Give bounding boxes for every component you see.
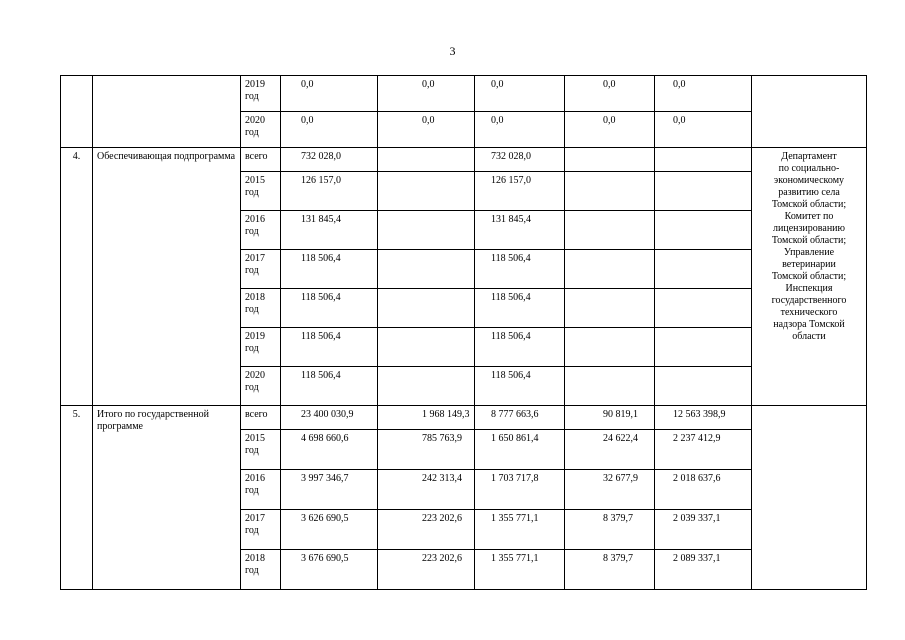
amount-cell (378, 172, 475, 211)
amount-cell: 23 400 030,9 (281, 406, 378, 430)
amount-cell (565, 289, 655, 328)
amount-cell: 0,0 (475, 76, 565, 112)
amount-cell (655, 289, 752, 328)
amount-cell: 118 506,4 (281, 328, 378, 367)
year-cell: 2018 год (241, 289, 281, 328)
executor-line: Комитет по (784, 211, 834, 222)
amount-cell: 126 157,0 (475, 172, 565, 211)
section-name: Обеспечивающая подпрограмма (93, 148, 241, 406)
amount-cell (378, 211, 475, 250)
amount-cell: 3 997 346,7 (281, 470, 378, 510)
amount-cell: 12 563 398,9 (655, 406, 752, 430)
executor-line: лицензированию (773, 223, 845, 234)
index-cell (61, 76, 93, 148)
executor-cell (752, 76, 867, 148)
executor-line: развитию села (778, 187, 840, 198)
amount-cell: 1 703 717,8 (475, 470, 565, 510)
executor-line: надзора Томской (773, 319, 845, 330)
year-cell: всего (241, 148, 281, 172)
amount-cell (655, 250, 752, 289)
amount-cell: 0,0 (281, 76, 378, 112)
amount-cell: 242 313,4 (378, 470, 475, 510)
amount-cell: 0,0 (565, 76, 655, 112)
amount-cell: 0,0 (378, 112, 475, 148)
amount-cell: 90 819,1 (565, 406, 655, 430)
amount-cell: 732 028,0 (281, 148, 378, 172)
year-cell: 2020 год (241, 367, 281, 406)
year-cell: 2015 год (241, 172, 281, 211)
amount-cell: 2 018 637,6 (655, 470, 752, 510)
amount-cell: 1 968 149,3 (378, 406, 475, 430)
amount-cell (565, 211, 655, 250)
amount-cell: 1 355 771,1 (475, 510, 565, 550)
section-index: 4. (61, 148, 93, 406)
table-row (61, 406, 867, 430)
amount-cell (565, 328, 655, 367)
amount-cell: 223 202,6 (378, 510, 475, 550)
executor-line: Департамент (781, 151, 837, 162)
year-cell: 2016 год (241, 211, 281, 250)
section-index: 5. (61, 406, 93, 590)
amount-cell: 2 039 337,1 (655, 510, 752, 550)
amount-cell: 0,0 (378, 76, 475, 112)
amount-cell (565, 172, 655, 211)
executor-line: по социально- (778, 163, 840, 174)
year-cell: 2018 год (241, 550, 281, 590)
amount-cell: 8 777 663,6 (475, 406, 565, 430)
amount-cell: 2 237 412,9 (655, 430, 752, 470)
year-cell: 2017 год (241, 250, 281, 289)
amount-cell: 118 506,4 (475, 250, 565, 289)
table-body (61, 76, 867, 590)
amount-cell: 0,0 (655, 112, 752, 148)
amount-cell (565, 367, 655, 406)
amount-cell: 118 506,4 (281, 250, 378, 289)
executor-line: Инспекция (785, 283, 833, 294)
amount-cell: 131 845,4 (475, 211, 565, 250)
executor-line: ветеринарии (782, 259, 836, 270)
amount-cell (378, 148, 475, 172)
section-name: Итого по государственной программе (93, 406, 241, 590)
amount-cell: 732 028,0 (475, 148, 565, 172)
year-cell: 2016 год (241, 470, 281, 510)
amount-cell: 118 506,4 (475, 367, 565, 406)
executor-line: Управление (783, 247, 835, 258)
amount-cell: 24 622,4 (565, 430, 655, 470)
amount-cell: 1 355 771,1 (475, 550, 565, 590)
amount-cell (655, 367, 752, 406)
amount-cell: 0,0 (475, 112, 565, 148)
year-cell: 2020 год (241, 112, 281, 148)
amount-cell: 118 506,4 (281, 289, 378, 328)
executor-cell (752, 406, 867, 590)
year-cell: 2017 год (241, 510, 281, 550)
amount-cell: 8 379,7 (565, 510, 655, 550)
amount-cell (655, 328, 752, 367)
amount-cell: 126 157,0 (281, 172, 378, 211)
amount-cell: 223 202,6 (378, 550, 475, 590)
table-row (61, 148, 867, 172)
amount-cell (378, 328, 475, 367)
amount-cell: 32 677,9 (565, 470, 655, 510)
amount-cell (655, 172, 752, 211)
amount-cell: 0,0 (655, 76, 752, 112)
amount-cell: 2 089 337,1 (655, 550, 752, 590)
amount-cell (655, 148, 752, 172)
program-financing-table (60, 75, 867, 590)
amount-cell: 0,0 (281, 112, 378, 148)
executor-line: государственного (771, 295, 847, 306)
amount-cell (378, 250, 475, 289)
amount-cell: 8 379,7 (565, 550, 655, 590)
amount-cell: 118 506,4 (475, 289, 565, 328)
amount-cell (655, 211, 752, 250)
amount-cell: 118 506,4 (475, 328, 565, 367)
executor-line: Томской области; (771, 199, 847, 210)
name-cell (93, 76, 241, 148)
amount-cell: 785 763,9 (378, 430, 475, 470)
year-cell: 2015 год (241, 430, 281, 470)
amount-cell: 118 506,4 (281, 367, 378, 406)
responsible-executors (752, 148, 867, 406)
year-cell: 2019 год (241, 76, 281, 112)
year-cell: всего (241, 406, 281, 430)
table-row (61, 76, 867, 112)
executor-line: Томской области; (771, 235, 847, 246)
executor-line: области (792, 331, 826, 342)
executor-line: технического (780, 307, 838, 318)
executor-line: Томской области; (771, 271, 847, 282)
amount-cell: 4 698 660,6 (281, 430, 378, 470)
amount-cell: 1 650 861,4 (475, 430, 565, 470)
amount-cell (378, 367, 475, 406)
amount-cell (378, 289, 475, 328)
amount-cell (565, 148, 655, 172)
amount-cell: 131 845,4 (281, 211, 378, 250)
executor-line: экономическому (773, 175, 845, 186)
amount-cell (565, 250, 655, 289)
amount-cell: 0,0 (565, 112, 655, 148)
year-cell: 2019 год (241, 328, 281, 367)
amount-cell: 3 626 690,5 (281, 510, 378, 550)
amount-cell: 3 676 690,5 (281, 550, 378, 590)
page-number: 3 (449, 44, 456, 58)
